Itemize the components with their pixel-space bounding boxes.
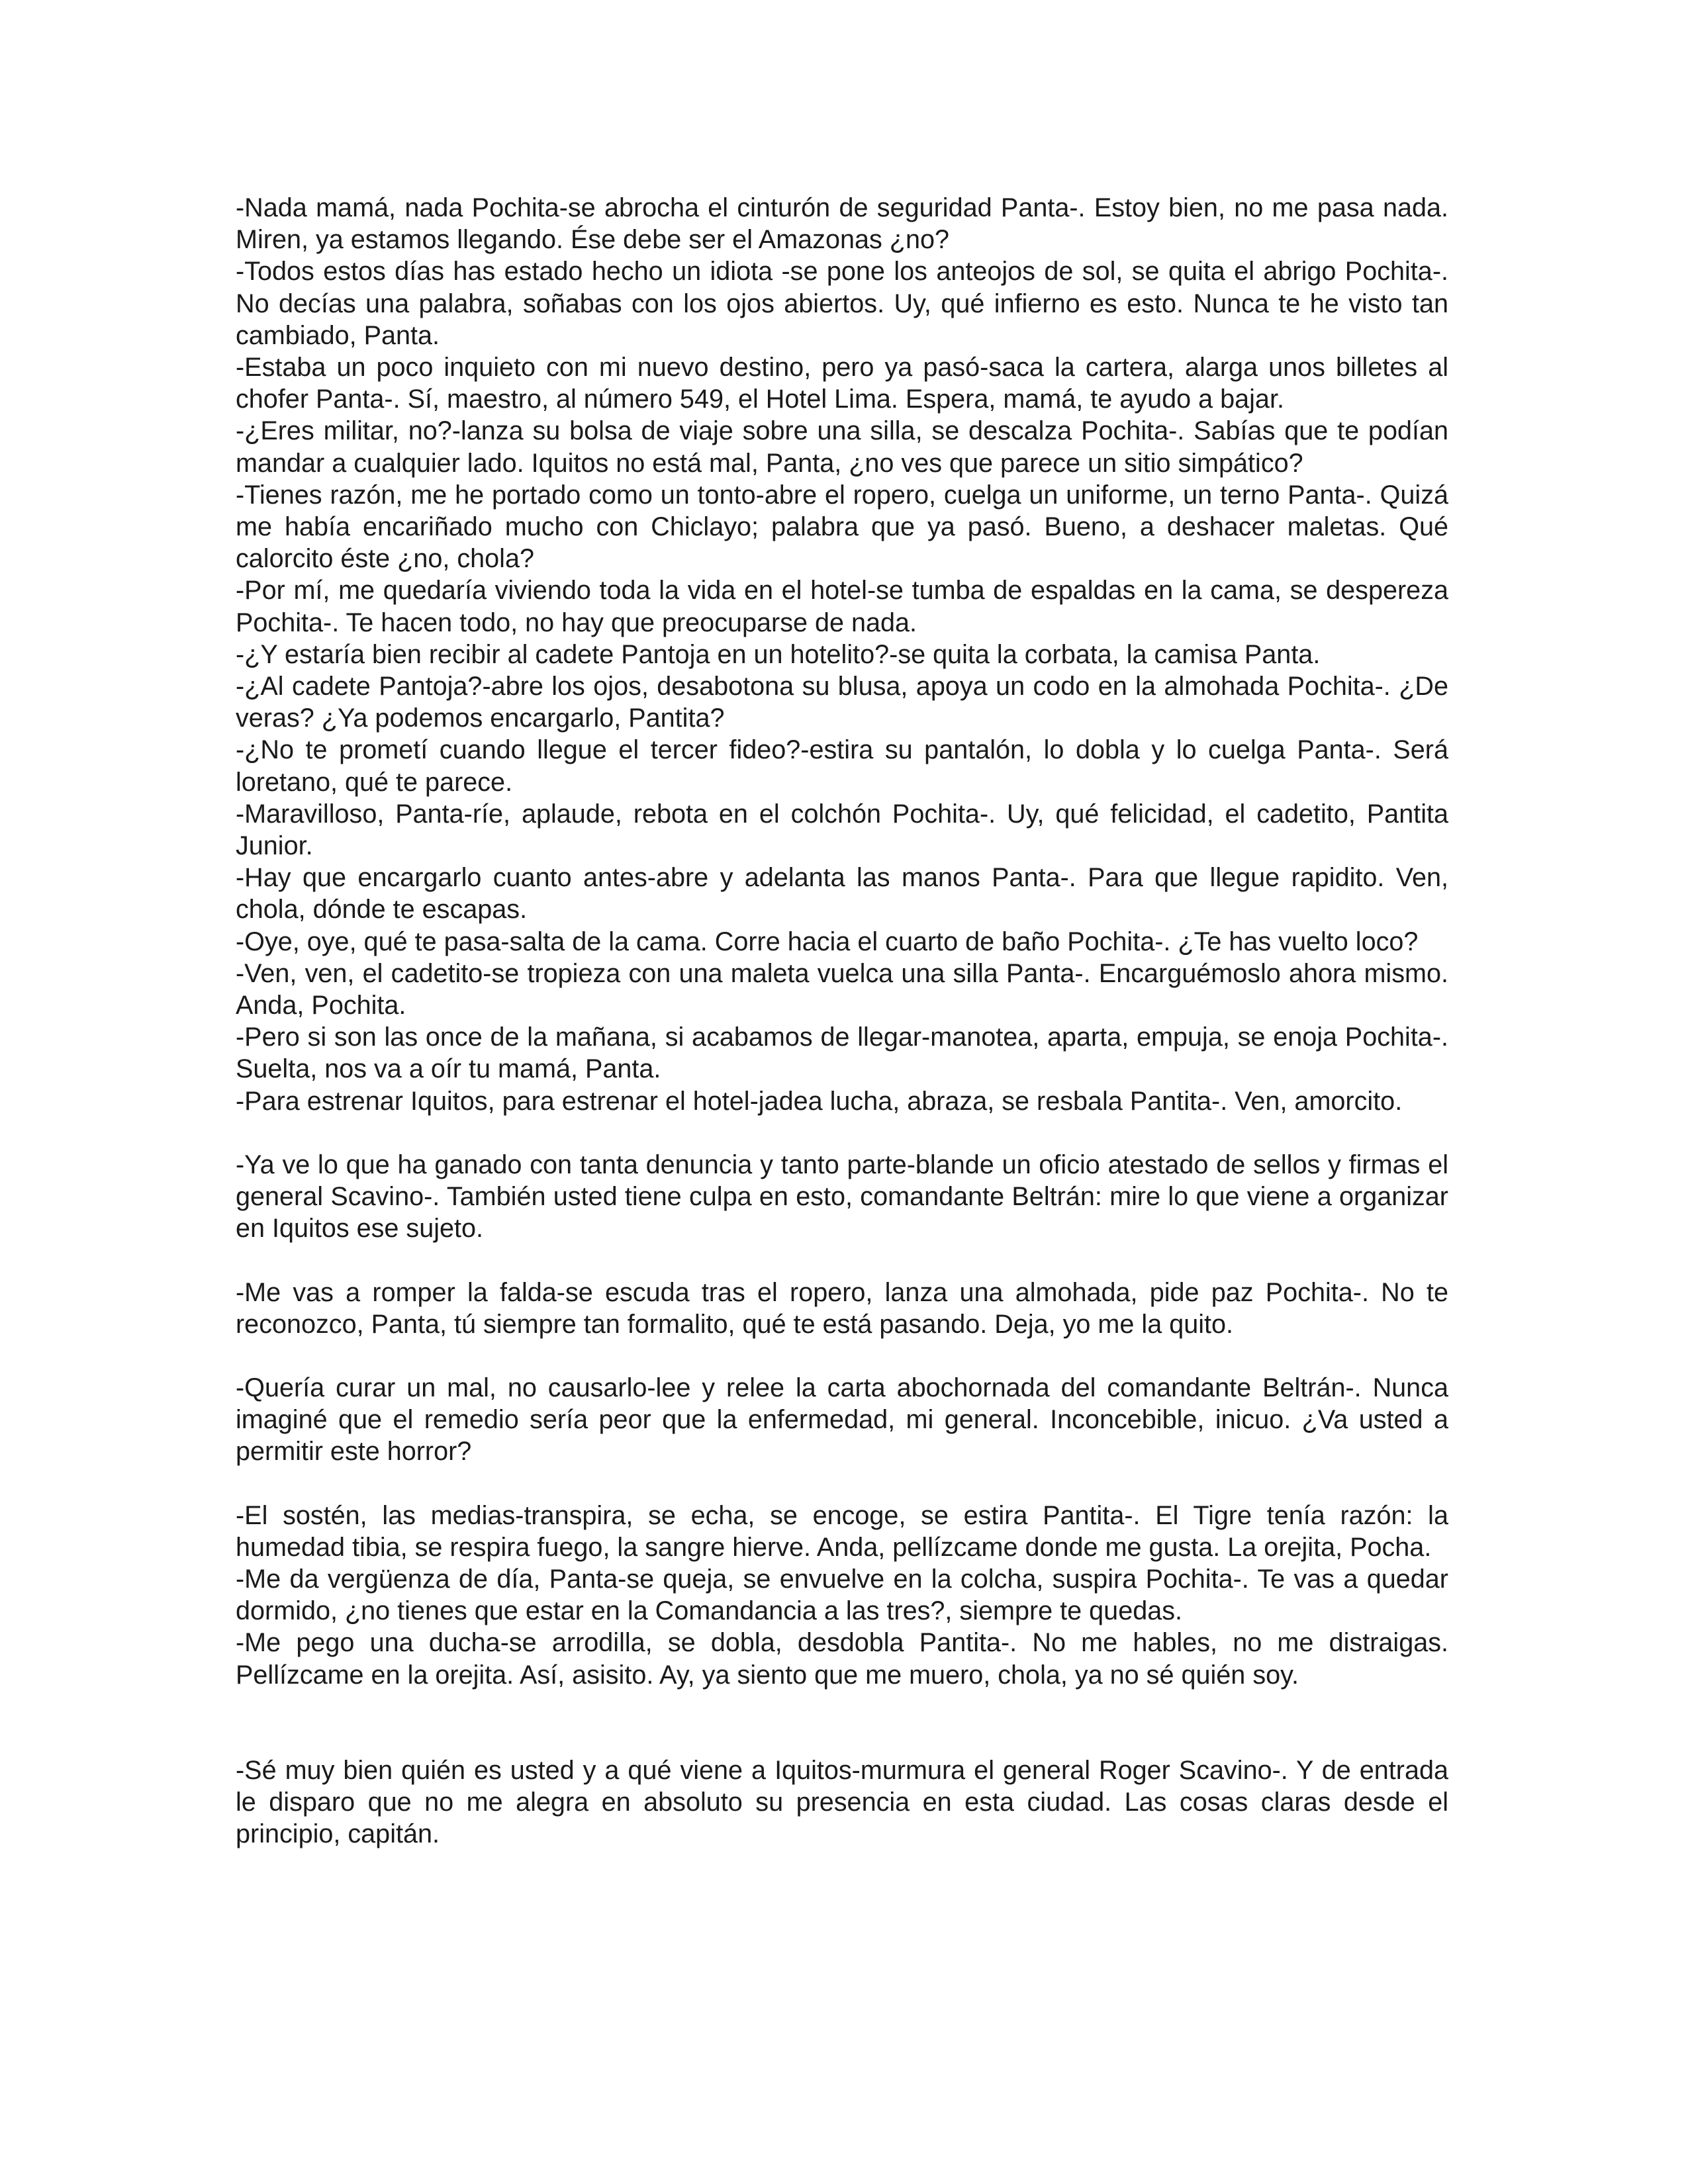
paragraph-2: -Todos estos días has estado hecho un idiota -se pone los anteojos de sol, se quita el abrigo Pochita-. No decías una palabra, soñabas con los ojos abiertos. Uy, qué infierno es esto. Nunca te he visto tan cambiado, Panta.: [236, 257, 1448, 350]
paragraph-gap: [236, 1245, 1448, 1277]
paragraph-17: -Me vas a romper la falda-se escuda tras el ropero, lanza una almohada, pide paz Pochita-. No te reconozco, Panta, tú siempre tan formalito, qué te está pasando. Deja, yo me la quito.: [236, 1277, 1448, 1339]
paragraph-5: -Tienes razón, me he portado como un tonto-abre el ropero, cuelga un uniforme, un terno Panta-. Quizá me había encariñado mucho con Chiclayo; palabra que ya pasó. Bueno, a deshacer maletas. Qué calorcito éste ¿no, chola?: [236, 480, 1448, 574]
paragraph-22: -Sé muy bien quién es usted y a qué viene a Iquitos-murmura el general Roger Scavino-. Y de entrada le disparo que no me alegra en absoluto su presencia en esta ciudad. Las cosas claras desde el principio, capitán.: [236, 1755, 1448, 1849]
paragraph-6: -Por mí, me quedaría viviendo toda la vida en el hotel-se tumba de espaldas en la cama, se despereza Pochita-. Te hacen todo, no hay que preocuparse de nada.: [236, 576, 1448, 637]
paragraph-14: -Pero si son las once de la mañana, si acabamos de llegar-manotea, aparta, empuja, se enoja Pochita-. Suelta, nos va a oír tu mamá, Panta.: [236, 1023, 1448, 1084]
paragraph-gap: [236, 1340, 1448, 1372]
paragraph-1: -Nada mamá, nada Pochita-se abrocha el cinturón de seguridad Panta-. Estoy bien, no me pasa nada. Miren, ya estamos llegando. Ése debe ser el Amazonas ¿no?: [236, 193, 1448, 255]
paragraph-3: -Estaba un poco inquieto con mi nuevo destino, pero ya pasó-saca la cartera, alarga unos billetes al chofer Panta-. Sí, maestro, al número 549, el Hotel Lima. Espera, mamá, te ayudo a bajar.: [236, 353, 1448, 414]
paragraph-4: -¿Eres militar, no?-lanza su bolsa de viaje sobre una silla, se descalza Pochita-. Sabías que te podían mandar a cualquier lado. Iquitos no está mal, Panta, ¿no ves que parece un sitio simpático?: [236, 416, 1448, 478]
paragraph-19: -El sostén, las medias-transpira, se echa, se encoge, se estira Pantita-. El Tigre tenía razón: la humedad tibia, se respira fuego, la sangre hierve. Anda, pellízcame donde me gusta. La orejita, Pocha.: [236, 1500, 1448, 1562]
paragraph-15: -Para estrenar Iquitos, para estrenar el hotel-jadea lucha, abraza, se resbala Pantita-. Ven, amorcito.: [236, 1086, 1403, 1116]
paragraph-10: -Maravilloso, Panta-ríe, aplaude, rebota en el colchón Pochita-. Uy, qué felicidad, el cadetito, Pantita Junior.: [236, 799, 1448, 861]
paragraph-gap: [236, 1468, 1448, 1500]
paragraph-gap: [236, 1117, 1448, 1149]
paragraph-gap: [236, 1691, 1448, 1754]
paragraph-18: -Quería curar un mal, no causarlo-lee y relee la carta abochornada del comandante Beltrán-. Nunca imaginé que el remedio sería peor que la enfermedad, mi general. Inconcebible, inicuo. ¿Va usted a permitir este horror?: [236, 1373, 1448, 1467]
paragraph-12: -Oye, oye, qué te pasa-salta de la cama. Corre hacia el cuarto de baño Pochita-. ¿Te has vuelto loco?: [236, 927, 1419, 956]
paragraph-8: -¿Al cadete Pantoja?-abre los ojos, desabotona su blusa, apoya un codo en la almohada Pochita-. ¿De veras? ¿Ya podemos encargarlo, Pantita?: [236, 672, 1448, 733]
paragraph-16: -Ya ve lo que ha ganado con tanta denuncia y tanto parte-blande un oficio atestado de sellos y firmas el general Scavino-. También usted tiene culpa en esto, comandante Beltrán: mire lo que viene a organizar en Iquitos ese sujeto.: [236, 1150, 1448, 1244]
document-page: [236, 192, 1448, 1850]
paragraph-9: -¿No te prometí cuando llegue el tercer fideo?-estira su pantalón, lo dobla y lo cuelga Panta-. Será loretano, qué te parece.: [236, 735, 1448, 797]
paragraph-21: -Me pego una ducha-se arrodilla, se dobla, desdobla Pantita-. No me hables, no me distraigas. Pellízcame en la orejita. Así, asisito. Ay, ya siento que me muero, chola, ya no sé quién soy.: [236, 1628, 1448, 1690]
paragraph-11: -Hay que encargarlo cuanto antes-abre y adelanta las manos Panta-. Para que llegue rapidito. Ven, chola, dónde te escapas.: [236, 863, 1448, 925]
paragraph-13: -Ven, ven, el cadetito-se tropieza con una maleta vuelca una silla Panta-. Encarguémoslo ahora mismo. Anda, Pochita.: [236, 958, 1448, 1021]
paragraph-7: -¿Y estaría bien recibir al cadete Pantoja en un hotelito?-se quita la corbata, la camisa Panta.: [236, 639, 1321, 669]
paragraph-20: -Me da vergüenza de día, Panta-se queja, se envuelve en la colcha, suspira Pochita-. Te vas a quedar dormido, ¿no tienes que estar en la Comandancia a las tres?, siempre te quedas.: [236, 1564, 1448, 1626]
